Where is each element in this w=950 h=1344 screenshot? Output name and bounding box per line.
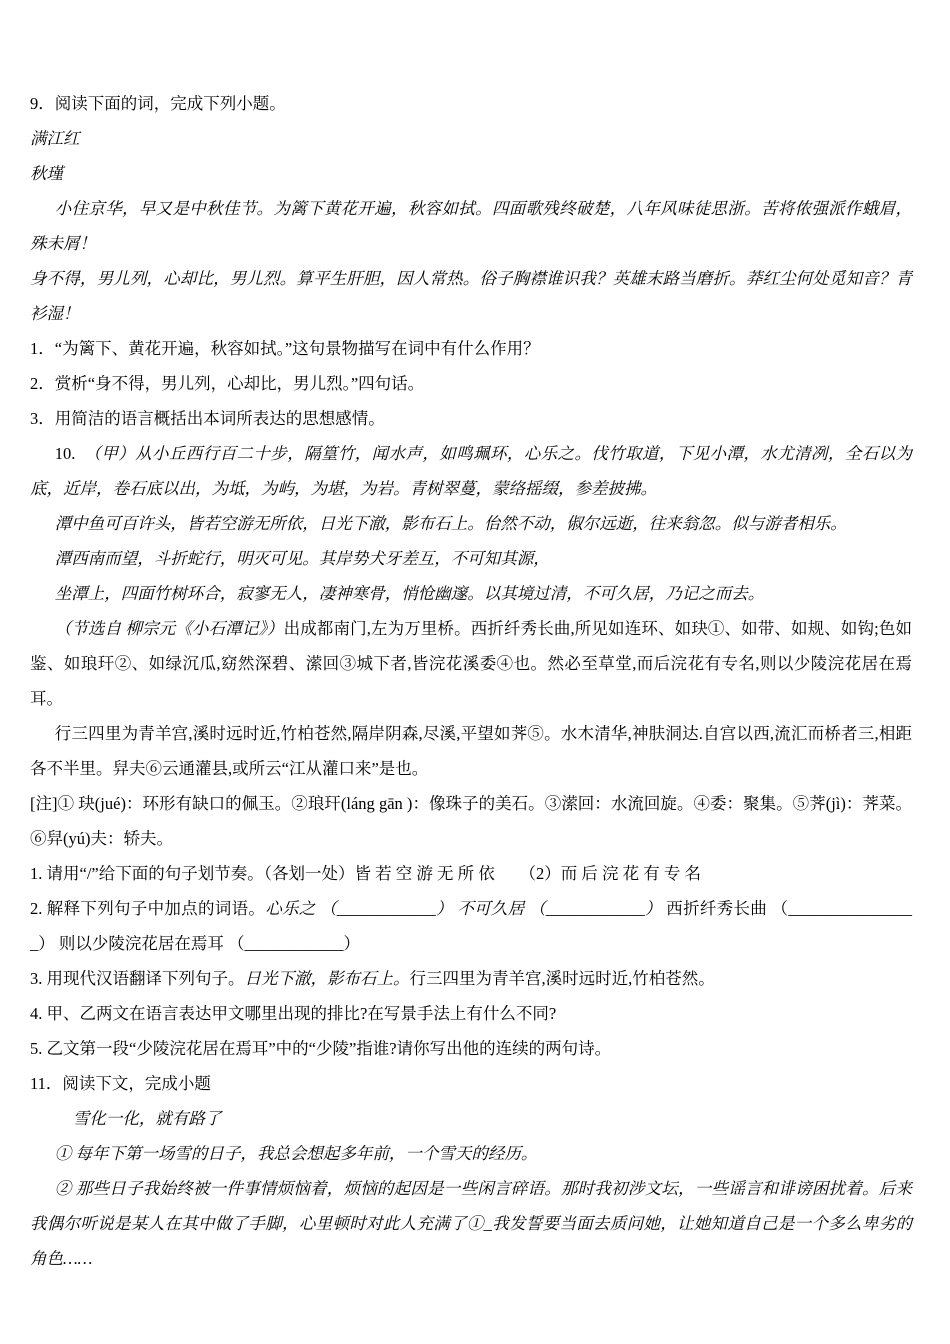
q10-sub-question-4: 4. 甲、乙两文在语言表达甲文哪里出现的排比?在写景手法上有什么不同? [30,1004,557,1023]
q10-q2-blank-2: 不可久居 （____________） [457,899,667,918]
essay-paragraph-1: ① 每年下第一场雪的日子，我总会想起多年前，一个雪天的经历。 [54,1144,538,1163]
poem-stanza-1: 小住京华，早又是中秋佳节。为篱下黄花开遍，秋容如拭。四面歌残终破楚，八年风味徒思浙。苦将侬强派作蛾眉，殊未屑！ [30,199,912,253]
poem-author: 秋瑾 [30,164,63,183]
passage-jia-text-1: （甲）从小丘西行百二十步，隔篁竹，闻水声，如鸣珮环，心乐之。伐竹取道，下见小潭，水尤清冽，全石以为底，近岸，卷石底以出，为坻，为屿，为堪，为岩。青树翠蔓，蒙络摇缀，参差披拂。 [30,444,913,498]
q10-sub-question-1: 1. 请用“/”给下面的句子划节奏。（各划一处）皆 若 空 游 无 所 依 （2）而 后 浣 花 有 专 名 [30,864,701,883]
section-question-11 [30,1066,912,1276]
passage-notes: [注]① 玦(jué)：环形有缺口的佩玉。②琅玕(láng gān )：像珠子的美石。③潆回：水流回旋。④委：聚集。⑤荠(jì)：荠菜。⑥舁(yú)夫：轿夫。 [30,794,912,848]
question-11-heading: 11．阅读下文，完成小题 [30,1074,211,1093]
passage-yi-text-1: 出成都南门,左为万里桥。西折纤秀长曲,所见如连环、如玦①、如带、如规、如钩;色如鉴、如琅玕②、如绿沉瓜,窈然深碧、潆回③城下者,皆浣花溪委④也。然必至草堂,而后浣花有专名,则以少陵浣花居在焉耳。 [30,619,912,708]
passage-jia-paragraph-2: 潭中鱼可百许头，皆若空游无所依，日光下澈，影布石上。佁然不动，俶尔远逝，往来翁忽。似与游者相乐。 [54,514,847,533]
q10-q2-blank-1: 心乐之 （____________） [265,899,458,918]
poem-title: 满江红 [30,129,80,148]
section-question-9 [30,86,912,436]
section-question-10 [30,436,912,1066]
q9-sub-question-1: 1．“为篱下、黄花开遍，秋容如拭。”这句景物描写在词中有什么作用？ [30,339,540,358]
q10-q3-lead: 3. 用现代汉语翻译下列句子。 [30,969,245,988]
passage-jia-paragraph-1 [30,436,912,506]
q9-sub-question-3: 3．用简洁的语言概括出本词所表达的思想感情。 [30,409,385,428]
q10-q2-lead: 2. 解释下列句子中加点的词语。 [30,899,266,918]
question-10-number: 10. [54,444,93,463]
passage-yi-paragraph-2: 行三四里为青羊宫,溪时远时近,竹柏苍然,隔岸阴森,尽溪,平望如荠⑤。水木清华,神肤洞达.自宫以西,流汇而桥者三,相距各不半里。舁夫⑥云通灌县,或所云“江从灌口来”是也。 [30,724,912,778]
q10-q3-sentence-1: 日光下澈，影布石上。 [244,969,410,988]
passage-jia-source: （节选自 柳宗元《小石潭记》） [54,619,284,638]
essay-title: 雪化一化，就有路了 [72,1109,222,1128]
q9-sub-question-2: 2．赏析“身不得，男儿列，心却比，男儿烈。”四句话。 [30,374,425,393]
q10-sub-question-3 [30,961,912,996]
passage-jia-paragraph-3: 潭西南而望，斗折蛇行，明灭可见。其岸势犬牙差互，不可知其源， [54,549,550,568]
q10-q2-blank-3: 西折纤秀长曲 （________________） [30,899,913,953]
question-9-heading: 9．阅读下面的词，完成下列小题。 [30,94,286,113]
poem-stanza-2: 身不得，男儿列，心却比，男儿烈。算平生肝胆，因人常热。俗子胸襟谁识我？英雄末路当磨折。莽红尘何处觅知音？青衫湿！ [30,269,912,323]
q10-q2-blank-4: 则以少陵浣花居在焉耳 （____________） [58,934,360,953]
essay-paragraph-2: ② 那些日子我始终被一件事情烦恼着，烦恼的起因是一些闲言碎语。那时我初涉文坛，一些谣言和诽谤困扰着。后来我偶尔听说是某人在其中做了手脚，心里顿时对此人充满了①_我发誓要当面去质问她，让她知道自己是一个多么卑劣的角色…… [30,1179,912,1268]
passage-yi-paragraph-1 [30,611,912,716]
q10-sub-question-2 [30,891,912,961]
q10-q3-sentence-2: 行三四里为青羊宫,溪时远时近,竹柏苍然。 [409,969,715,988]
q10-sub-question-5: 5. 乙文第一段“少陵浣花居在焉耳”中的“少陵”指谁?请你写出他的连续的两句诗。 [30,1039,612,1058]
passage-jia-paragraph-4: 坐潭上，四面竹树环合，寂寥无人，凄神寒骨，悄怆幽邃。以其境过清，不可久居，乃记之而去。 [54,584,765,603]
